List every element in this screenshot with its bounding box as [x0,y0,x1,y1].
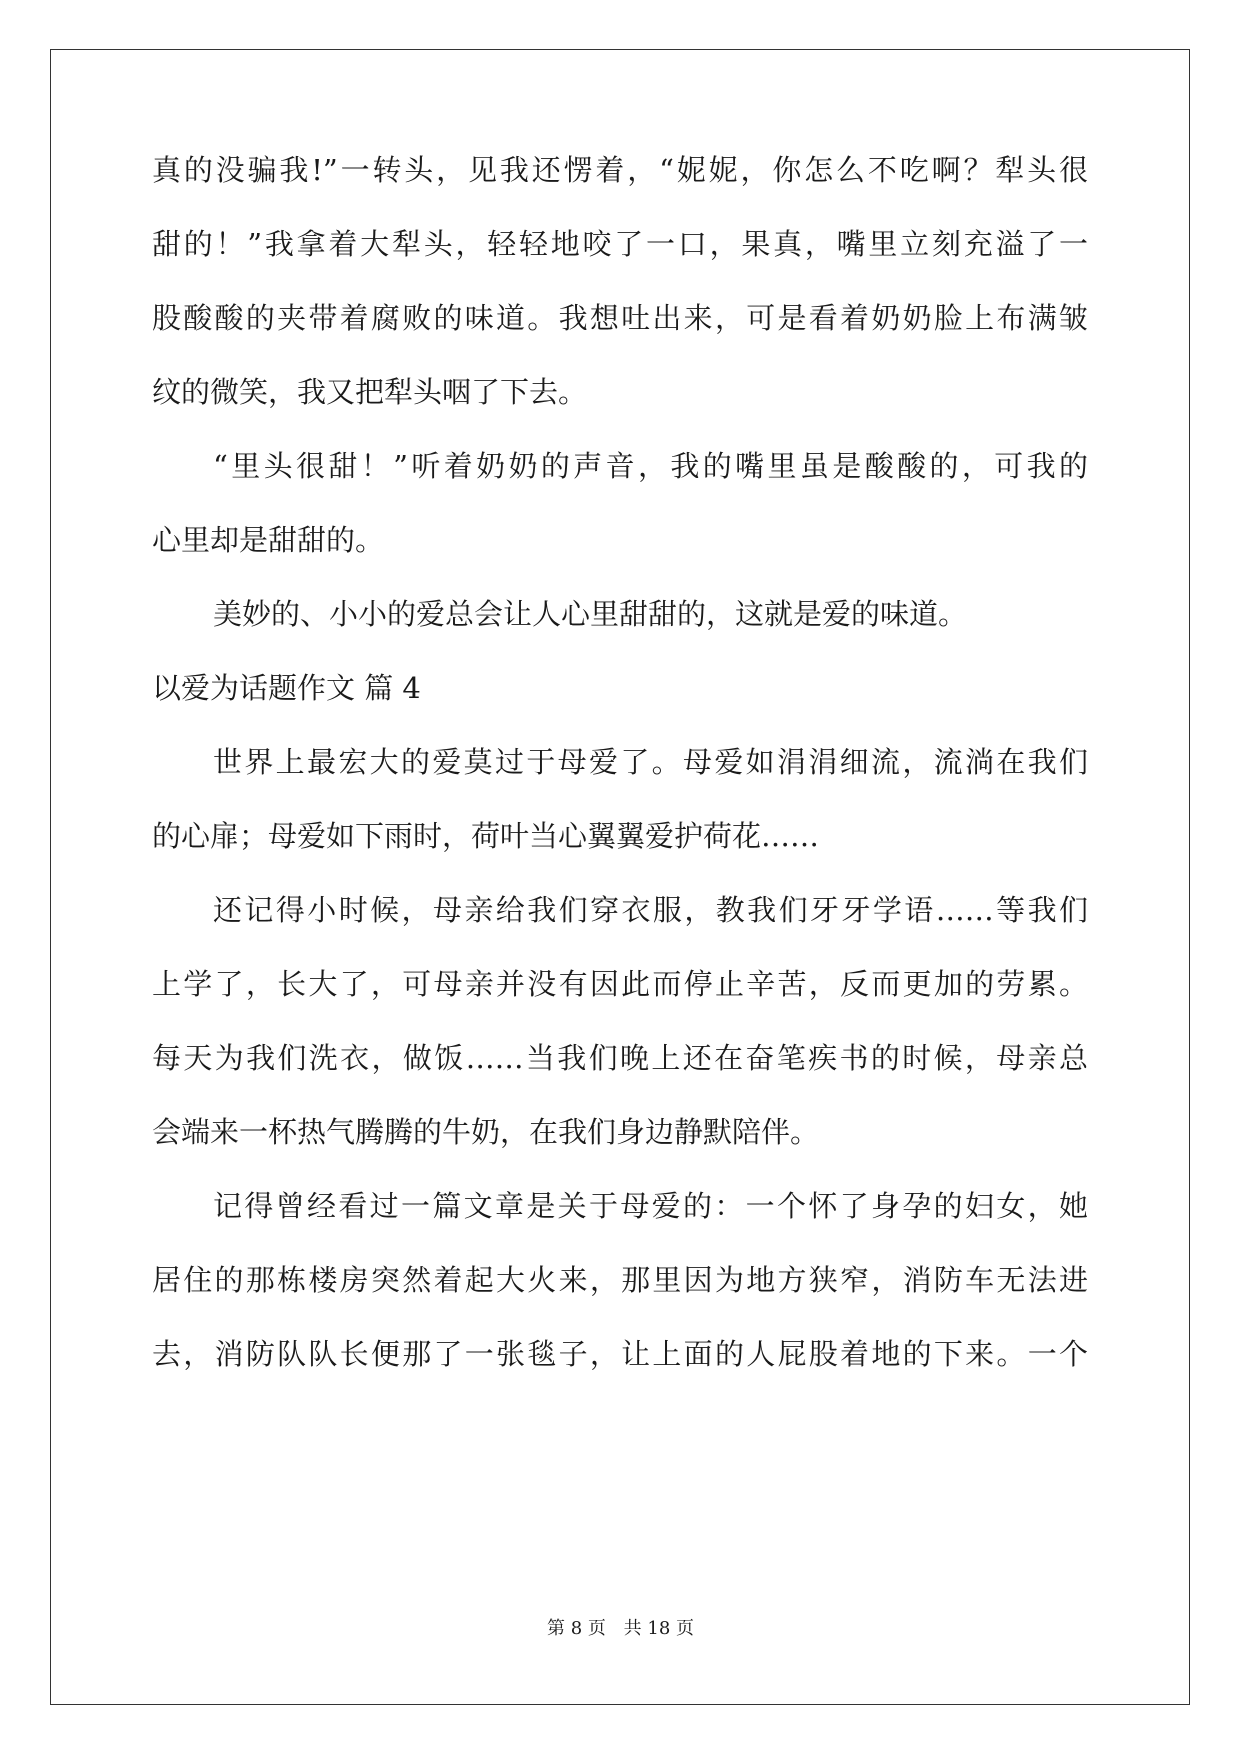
text-line: 纹的微笑，我又把犁头咽了下去。 [152,375,588,409]
text-line: 每天为我们洗衣，做饭……当我们晚上还在奋笔疾书的时候，母亲总 [152,1041,1088,1075]
text-line: 心里却是甜甜的。 [152,523,385,557]
paragraph-first-line: 还记得小时候，母亲给我们穿衣服，教我们牙牙学语……等我们 [213,893,1088,927]
text-line: 股酸酸的夹带着腐败的味道。我想吐出来，可是看着奶奶脸上布满皱 [152,301,1088,335]
page-total: 共 18 页 [623,1618,694,1639]
text-line: 去，消防队队长便那了一张毯子，让上面的人屁股着地的下来。一个 [152,1337,1088,1371]
text-line: 真的没骗我!”一转头，见我还愣着，“妮妮，你怎么不吃啊？犁头很 [152,153,1088,187]
text-line: 上学了，长大了，可母亲并没有因此而停止辛苦，反而更加的劳累。 [152,967,1088,1001]
section-heading: 以爱为话题作文 篇 4 [152,671,421,705]
paragraph-first-line: “里头很甜！”听着奶奶的声音，我的嘴里虽是酸酸的，可我的 [213,449,1088,483]
text-line: 的心扉；母爱如下雨时，荷叶当心翼翼爱护荷花…… [152,819,820,853]
text-line: 居住的那栋楼房突然着起大火来，那里因为地方狭窄，消防车无法进 [152,1263,1088,1297]
paragraph-first-line: 记得曾经看过一篇文章是关于母爱的：一个怀了身孕的妇女，她 [213,1189,1088,1223]
text-line: 会端来一杯热气腾腾的牛奶，在我们身边静默陪伴。 [152,1115,820,1149]
paragraph-first-line: 美妙的、小小的爱总会让人心里甜甜的，这就是爱的味道。 [213,597,968,631]
paragraph-first-line: 世界上最宏大的爱莫过于母爱了。母爱如涓涓细流，流淌在我们 [213,745,1088,779]
text-line: 甜的！”我拿着大犁头，轻轻地咬了一口，果真，嘴里立刻充溢了一 [152,227,1088,261]
page-number: 第 8 页 [547,1618,606,1639]
page-footer [0,1617,1241,1641]
page-border [50,49,1190,1705]
